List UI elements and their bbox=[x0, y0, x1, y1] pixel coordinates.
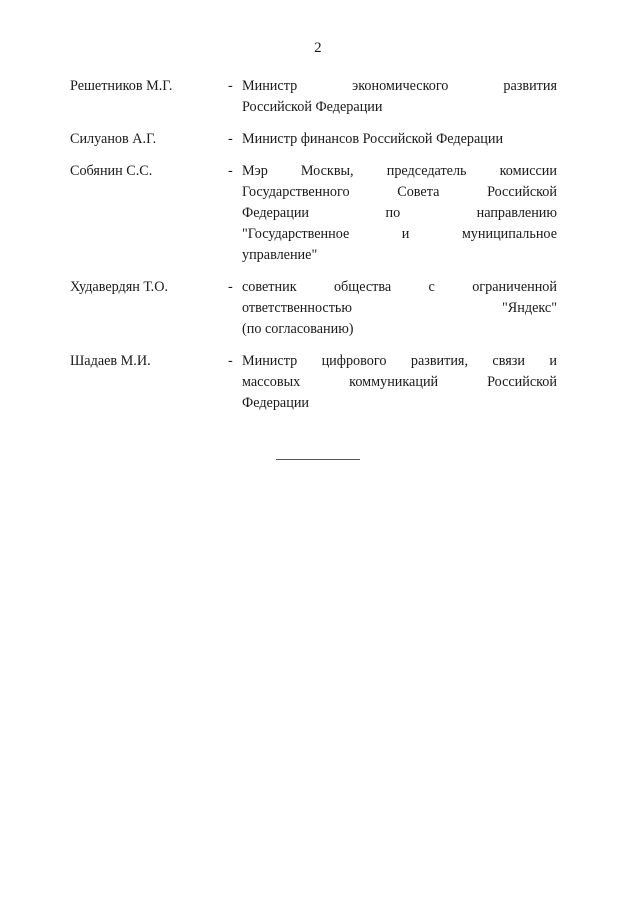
official-name: Худавердян Т.О. bbox=[70, 279, 168, 295]
title-line: массовых коммуникаций Российской bbox=[242, 374, 557, 390]
page-number: 2 bbox=[314, 40, 322, 56]
official-list bbox=[70, 76, 557, 414]
title-line: ответственностью "Яндекс" bbox=[242, 300, 557, 316]
official-name: Силуанов А.Г. bbox=[70, 131, 157, 147]
list-item bbox=[70, 161, 557, 266]
title-line: Министр финансов Российской Федерации bbox=[242, 131, 504, 147]
separator-dash: - bbox=[228, 353, 233, 369]
title-line: "Государственное и муниципальное bbox=[242, 226, 557, 242]
list-item bbox=[70, 129, 557, 150]
official-title bbox=[242, 76, 557, 118]
title-line: (по согласованию) bbox=[242, 321, 354, 337]
title-line: Российской Федерации bbox=[242, 99, 383, 115]
official-name: Решетников М.Г. bbox=[70, 78, 173, 94]
separator-dash: - bbox=[228, 163, 233, 179]
horizontal-rule-icon bbox=[276, 459, 360, 460]
list-item bbox=[70, 351, 557, 414]
title-line: Мэр Москвы, председатель комиссии bbox=[242, 163, 557, 179]
official-title bbox=[242, 161, 557, 266]
official-name: Собянин С.С. bbox=[70, 163, 153, 179]
section-separator bbox=[0, 450, 636, 466]
title-line: Федерации по направлению bbox=[242, 205, 557, 221]
list-item bbox=[70, 76, 557, 118]
separator-dash: - bbox=[228, 279, 233, 295]
separator-dash: - bbox=[228, 78, 233, 94]
title-line: управление" bbox=[242, 247, 318, 263]
list-item bbox=[70, 277, 557, 340]
title-line: Государственного Совета Российской bbox=[242, 184, 557, 200]
official-title bbox=[242, 129, 557, 150]
separator-dash: - bbox=[228, 131, 233, 147]
title-line: Федерации bbox=[242, 395, 310, 411]
title-line: советник общества с ограниченной bbox=[242, 279, 557, 295]
official-title bbox=[242, 351, 557, 414]
title-line: Министр экономического развития bbox=[242, 78, 557, 94]
title-line: Министр цифрового развития, связи и bbox=[242, 353, 557, 369]
official-title bbox=[242, 277, 557, 340]
official-name: Шадаев М.И. bbox=[70, 353, 151, 369]
